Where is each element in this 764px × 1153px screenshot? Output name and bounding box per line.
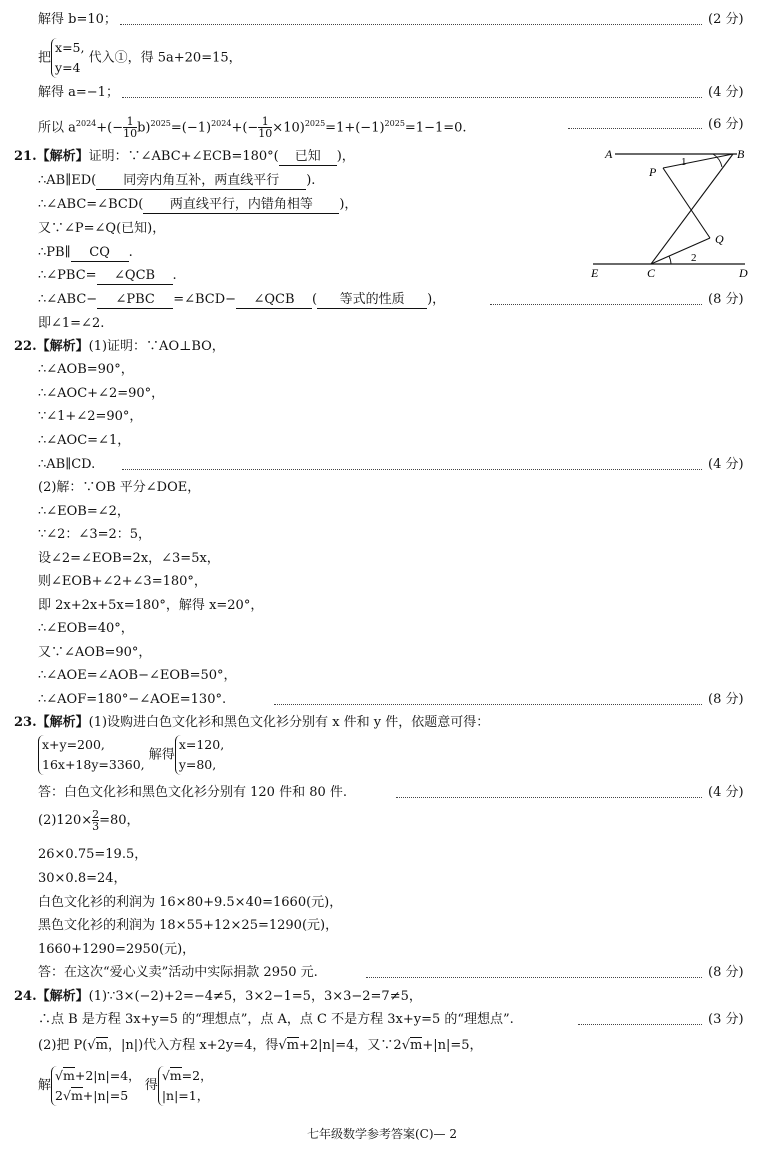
q23-line-6: 白色文化衫的利润为 16×80+9.5×40=1660(元)， [38,895,343,910]
score-label: (2 分) [708,12,744,27]
label-a: A [605,147,613,161]
q23-line-3: (2)120× $\frac{2}{3}$ =80， [38,808,140,833]
q24-equation-system: 解 √m+2|n|=4， 2√m+|n|=5 得 √m=2， |n|=1， [38,1064,213,1108]
q22-line-12: 即 2x+2x+5x=180°，解得 x=20°， [38,598,264,613]
q21-line-8: 即∠1=∠2. [38,316,105,331]
segment-pb [663,154,733,168]
q22-line-10: 设∠2=∠EOB=2x，∠3=5x， [38,551,220,566]
score-label: (4 分) [708,457,744,472]
q24-line-2: ∴点 B 是方程 3x+y=5 的“理想点”，点 A，点 C 不是方程 3x+y=5 的“理想点”. [38,1012,514,1027]
q21-line-5: ∴PB∥ CQ . [38,245,133,260]
dot-leader [120,24,702,25]
score-label: (8 分) [708,965,744,980]
q22-line-13: ∴∠EOB=40°， [38,621,134,636]
q22-line-11: 则∠EOB+∠2+∠3=180°， [38,574,207,589]
q21-line-6: ∴∠PBC= ∠QCB . [38,268,177,283]
segment-bc [651,154,733,264]
q22-line-1: 22.【解析】(1)证明：∵AO⊥BO， [14,339,225,354]
label-p: P [649,165,657,179]
q21-line-4: 又∵∠P=∠Q(已知)， [38,221,166,236]
segment-pq-diag [663,168,710,238]
q21-line-1: 21.【解析】证明：∵∠ABC+∠ECB=180°( 已知 )， [14,149,355,164]
q24-line-1: 24.【解析】(1)∵3×(−2)+2=−4≠5，3×2−1=5，3×3−2=7≠5， [14,989,422,1004]
q22-line-6: ∴AB∥CD. [38,457,96,472]
q23-line-1: 23.【解析】(1)设购进白色文化衫和黑色文化衫分别有 x 件和 y 件，依题意可得： [14,715,490,730]
q22-line-7: (2)解：∵OB 平分∠DOE， [38,480,201,495]
q21-line-7: ∴∠ABC− ∠PBC =∠BCD− ∠QCB ( 等式的性质 )， [38,292,446,307]
geometry-figure [585,140,755,280]
final-compute-line: 所以 $a^{2024}+(-$ $\frac{1}{10}$ $b)^{2025}=(-1)^{2024}+(-$ $\frac{1}{10}$ $\times 10)^{2025}=1+(-1)^{2025}=1-1=0$. [38,115,467,141]
q23-line-8: 1660+1290=2950(元)， [38,942,196,957]
angle-1-label: 1 [681,156,687,168]
score-label: (6 分) [708,117,744,132]
label-c: C [647,266,656,280]
q22-line-5: ∴∠AOC=∠1， [38,433,131,448]
score-label: (8 分) [708,292,744,307]
dot-leader [122,469,702,470]
q23-line-7: 黑色文化衫的利润为 18×55+12×25=1290(元)， [38,918,339,933]
label-d: D [739,266,748,280]
dot-leader [490,304,702,305]
q22-line-8: ∴∠EOB=∠2， [38,504,130,519]
q23-equation-system: x+y=200, 16x+18y=3360, 解得 x=120, y=80, [38,735,224,776]
q21-line-3: ∴∠ABC=∠BCD( 两直线平行，内错角相等 )， [38,197,358,212]
dot-leader [396,797,702,798]
substitute-line: 把 x=5, y=4 代入①，得 5a+20=15， [38,38,242,79]
dot-leader [274,704,702,705]
q23-line-5: 30×0.8=24， [38,871,127,886]
q23-answer-1: 答：白色文化衫和黑色文化衫分别有 120 件和 80 件. [38,785,348,800]
dot-leader [578,1024,702,1025]
q22-line-15: ∴∠AOE=∠AOB−∠EOB=50°， [38,668,237,683]
q21-line-2: ∴AB∥ED( 同旁内角互补，两直线平行 ). [38,173,316,188]
q22-line-9: ∵∠2：∠3=2：5， [38,527,152,542]
q22-line-4: ∵∠1+∠2=90°， [38,409,143,424]
score-label: (4 分) [708,785,744,800]
dot-leader [568,128,702,129]
q23-answer-2: 答：在这次“爱心义卖”活动中实际捐款 2950 元. [38,965,318,980]
q22-line-2: ∴∠AOB=90°， [38,362,134,377]
score-label: (8 分) [708,692,744,707]
line-a-equals-neg1: 解得 a=−1； [38,85,119,100]
line-b-equals-10: 解得 b=10； [38,12,117,27]
page-footer: 七年级数学参考答案(C)— 2 [307,1127,457,1141]
q22-line-3: ∴∠AOC+∠2=90°， [38,386,165,401]
dot-leader [122,97,702,98]
segment-cq [651,238,710,264]
q22-line-14: 又∵∠AOB=90°， [38,645,152,660]
score-label: (4 分) [708,85,744,100]
angle-2-label: 2 [691,252,697,264]
q24-line-3: (2)把 P(√m，|n|)代入方程 x+2y=4，得√m+2|n|=4，又∵2√m+|n|=5， [38,1038,483,1053]
label-b: B [737,147,745,161]
score-label: (3 分) [708,1012,744,1027]
dot-leader [366,977,702,978]
q22-line-16: ∴∠AOF=180°−∠AOE=130°. [38,692,227,707]
q23-line-4: 26×0.75=19.5， [38,847,148,862]
angle-2-arc [669,256,671,264]
label-e: E [591,266,599,280]
label-q: Q [715,232,724,246]
